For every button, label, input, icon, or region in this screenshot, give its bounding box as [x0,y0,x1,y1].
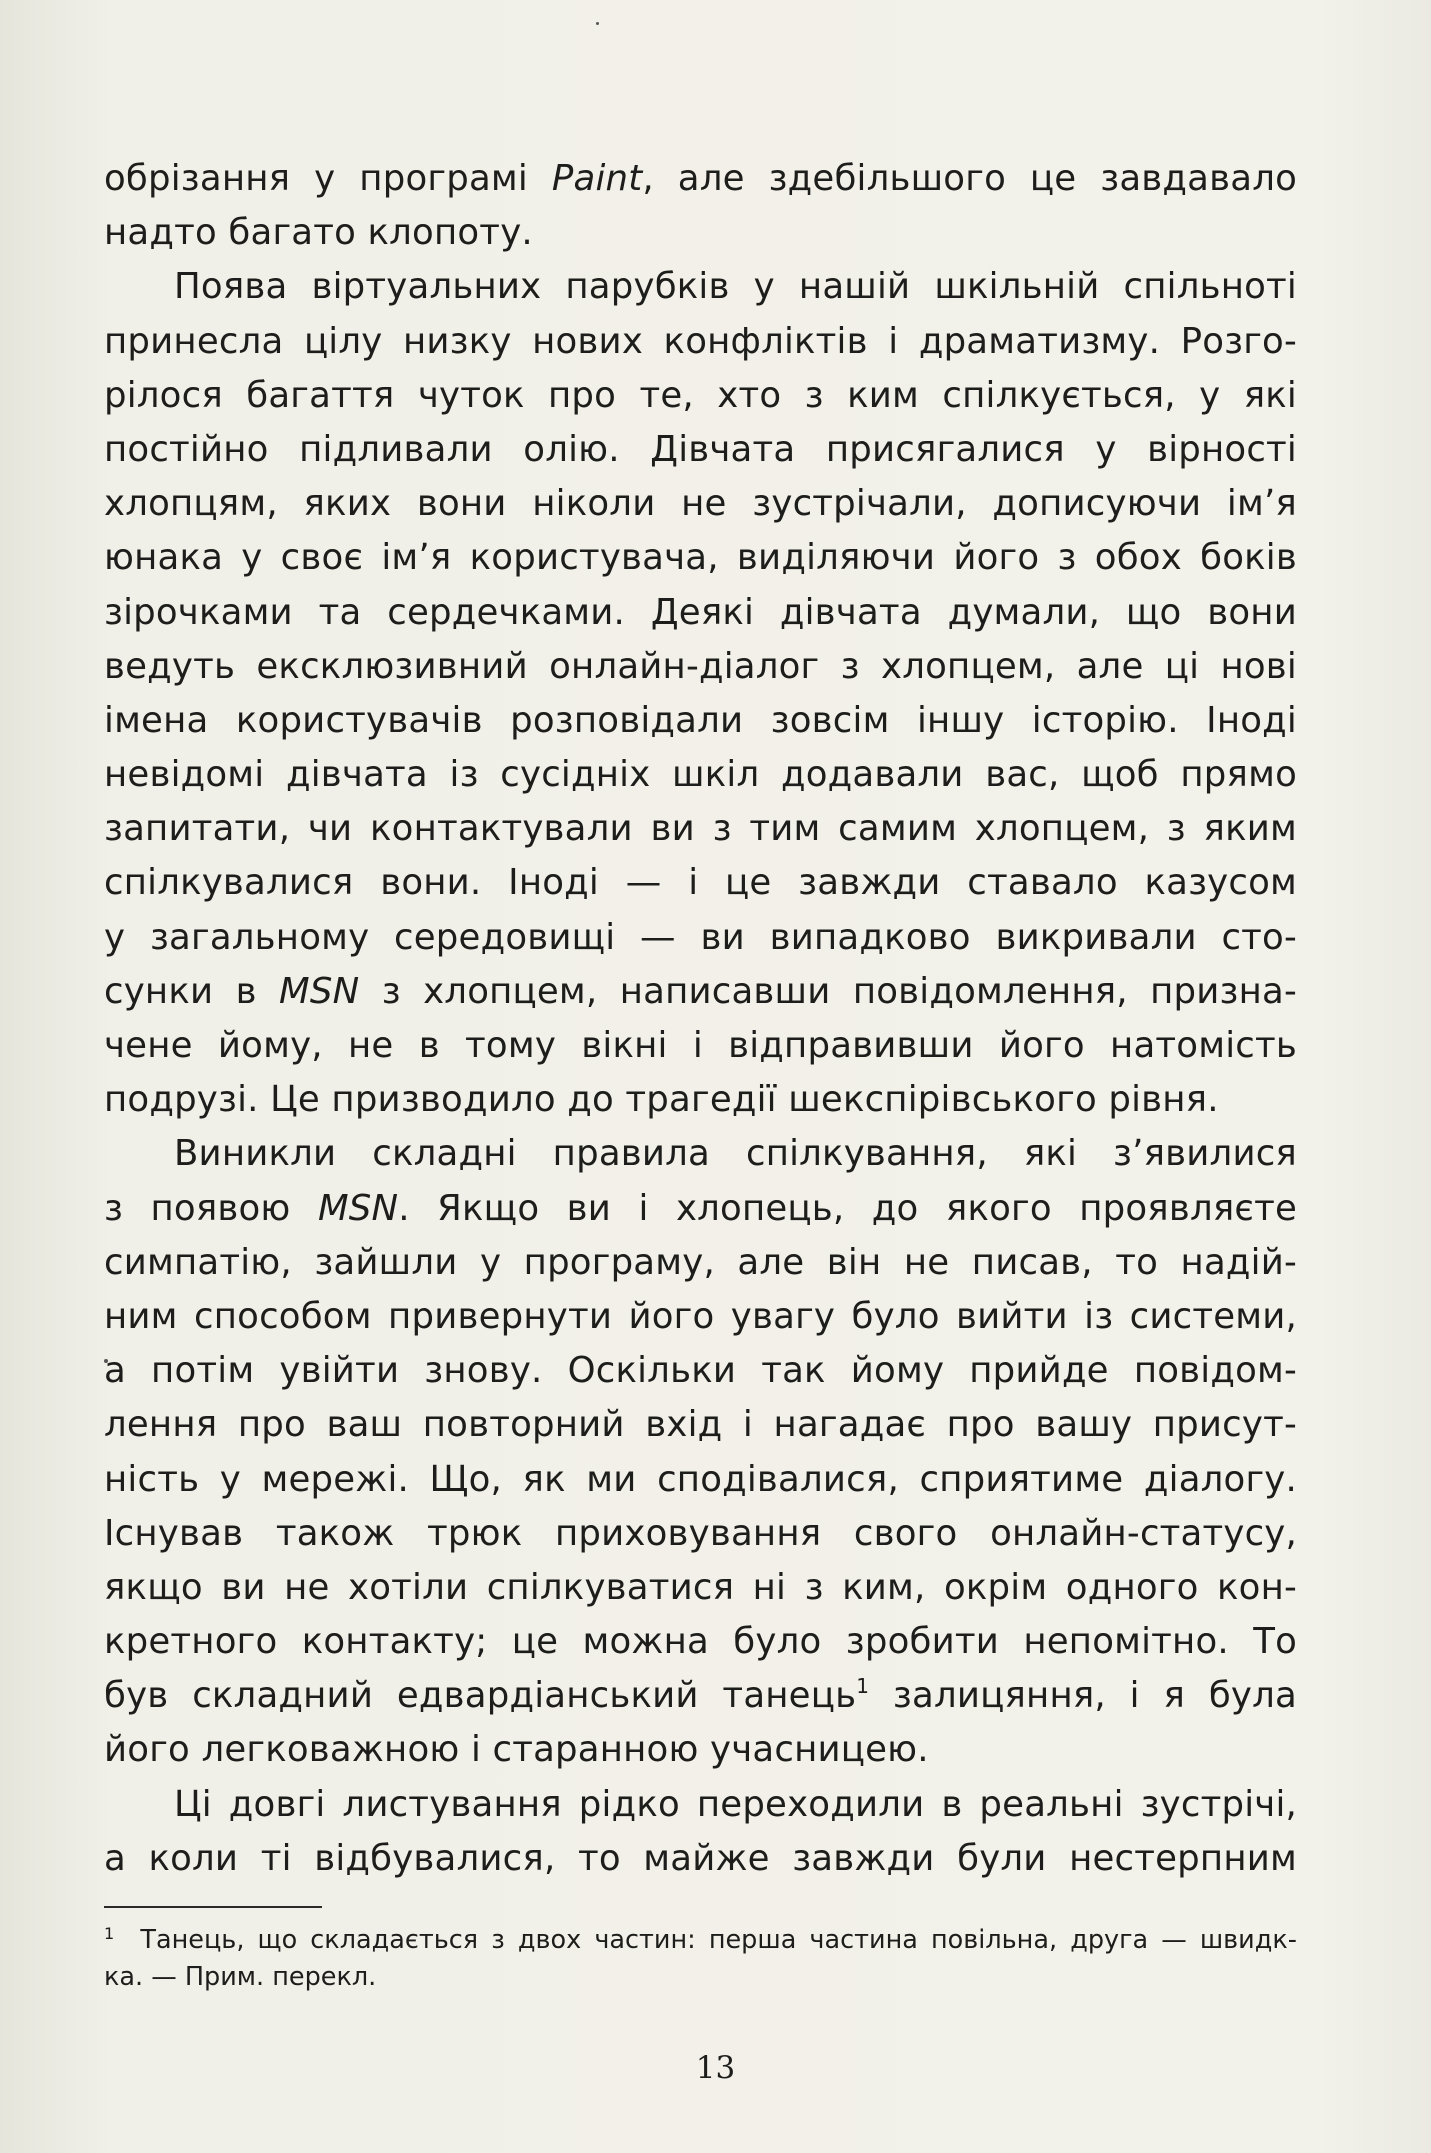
text-line: принесла цілу низку нових конфліктів і драматизму. Розго- [104,320,1297,362]
footnote-mark: 1 [104,1924,115,1943]
text-line: зірочками та сердечками. Деякі дівчата думали, що вони [104,591,1297,633]
text-line: сунки в MSN з хлопцем, написавши повідомлення, призна- [104,970,1297,1012]
text-line: а потім увійти знову. Оскільки так йому прийде повідом- [104,1350,1297,1392]
text-line: юнака у своє ім’я користувача, виділяючи його з обох боків [104,537,1297,579]
text-line: подрузі. Це призводило до трагедії шекспірівського рівня. [104,1079,1219,1121]
footnote-reference: 1 [856,1674,870,1699]
page-number: 13 [695,2050,736,2086]
footnote-divider [104,1906,322,1908]
body-text [104,152,1297,1886]
print-speck [596,22,599,25]
text-line: надто багато клопоту. [104,212,533,254]
text-line: ведуть ексклюзивний онлайн-діалог з хлопцем, але ці нові [104,645,1297,687]
text-line: спілкувалися вони. Іноді — і це завжди ставало казусом [104,862,1297,904]
text-line: запитати, чи контактували ви з тим самим хлопцем, з яким [104,808,1297,850]
text-line: ним способом привернути його увагу було вийти із системи, [104,1295,1297,1337]
text-line: обрізання у програмі Paint, але здебільшого це завдавало [104,158,1298,199]
text-line: імена користувачів розповідали зовсім іншу історію. Іноді [104,699,1297,741]
text-line: лення про ваш повторний вхід і нагадає про вашу присут- [104,1404,1297,1446]
footnote-line: ка. — Прим. перекл. [104,1962,377,1992]
text-line: його легковажною і старанною учасницею. [104,1729,929,1771]
footnote-line: $^1$ Танець, що складається з двох частин: перша частина повільна, друга — швидк- [104,1924,1297,1955]
paragraph-start: Виникли складні правила спілкування, які з’явилися [174,1133,1297,1175]
text-line: чене йому, не в тому вікні і відправивши його натомість [104,1025,1297,1066]
text-line: з появою MSN. Якщо ви і хлопець, до якого проявляєте [104,1187,1297,1229]
paragraph-start: Ці довгі листування рідко переходили в реальні зустрічі, [174,1783,1297,1825]
footnote [104,1922,1297,1996]
text-line: якщо ви не хотіли спілкуватися ні з ким, окрім одного кон- [104,1566,1297,1608]
text-line: а коли ті відбувалися, то майже завжди були нестерпним [104,1837,1297,1879]
text-line: постійно підливали олію. Дівчата присягалися у вірності [104,428,1297,470]
text-line: симпатію, зайшли у програму, але він не писав, то надій- [104,1241,1297,1283]
text-line: Існував також трюк приховування свого онлайн-статусу, [104,1512,1297,1554]
text-line: кретного контакту; це можна було зробити непомітно. То [104,1621,1297,1663]
text-line: рілося багаття чуток про те, хто з ким спілкується, у які [104,374,1297,416]
text-line: у загальному середовищі — ви випадково викривали сто- [104,916,1297,958]
text-line: невідомі дівчата із сусідніх шкіл додавали вас, щоб прямо [104,754,1297,796]
text-line: хлопцям, яких вони ніколи не зустрічали, дописуючи ім’я [104,483,1297,525]
text-line: ність у мережі. Що, як ми сподівалися, сприятиме діалогу. [104,1458,1297,1500]
text-line: був складний едвардіанський танець$^1$ залицяння, і я була [104,1674,1297,1717]
paragraph-start: Поява віртуальних парубків у нашій шкільній спільноті [174,266,1297,308]
